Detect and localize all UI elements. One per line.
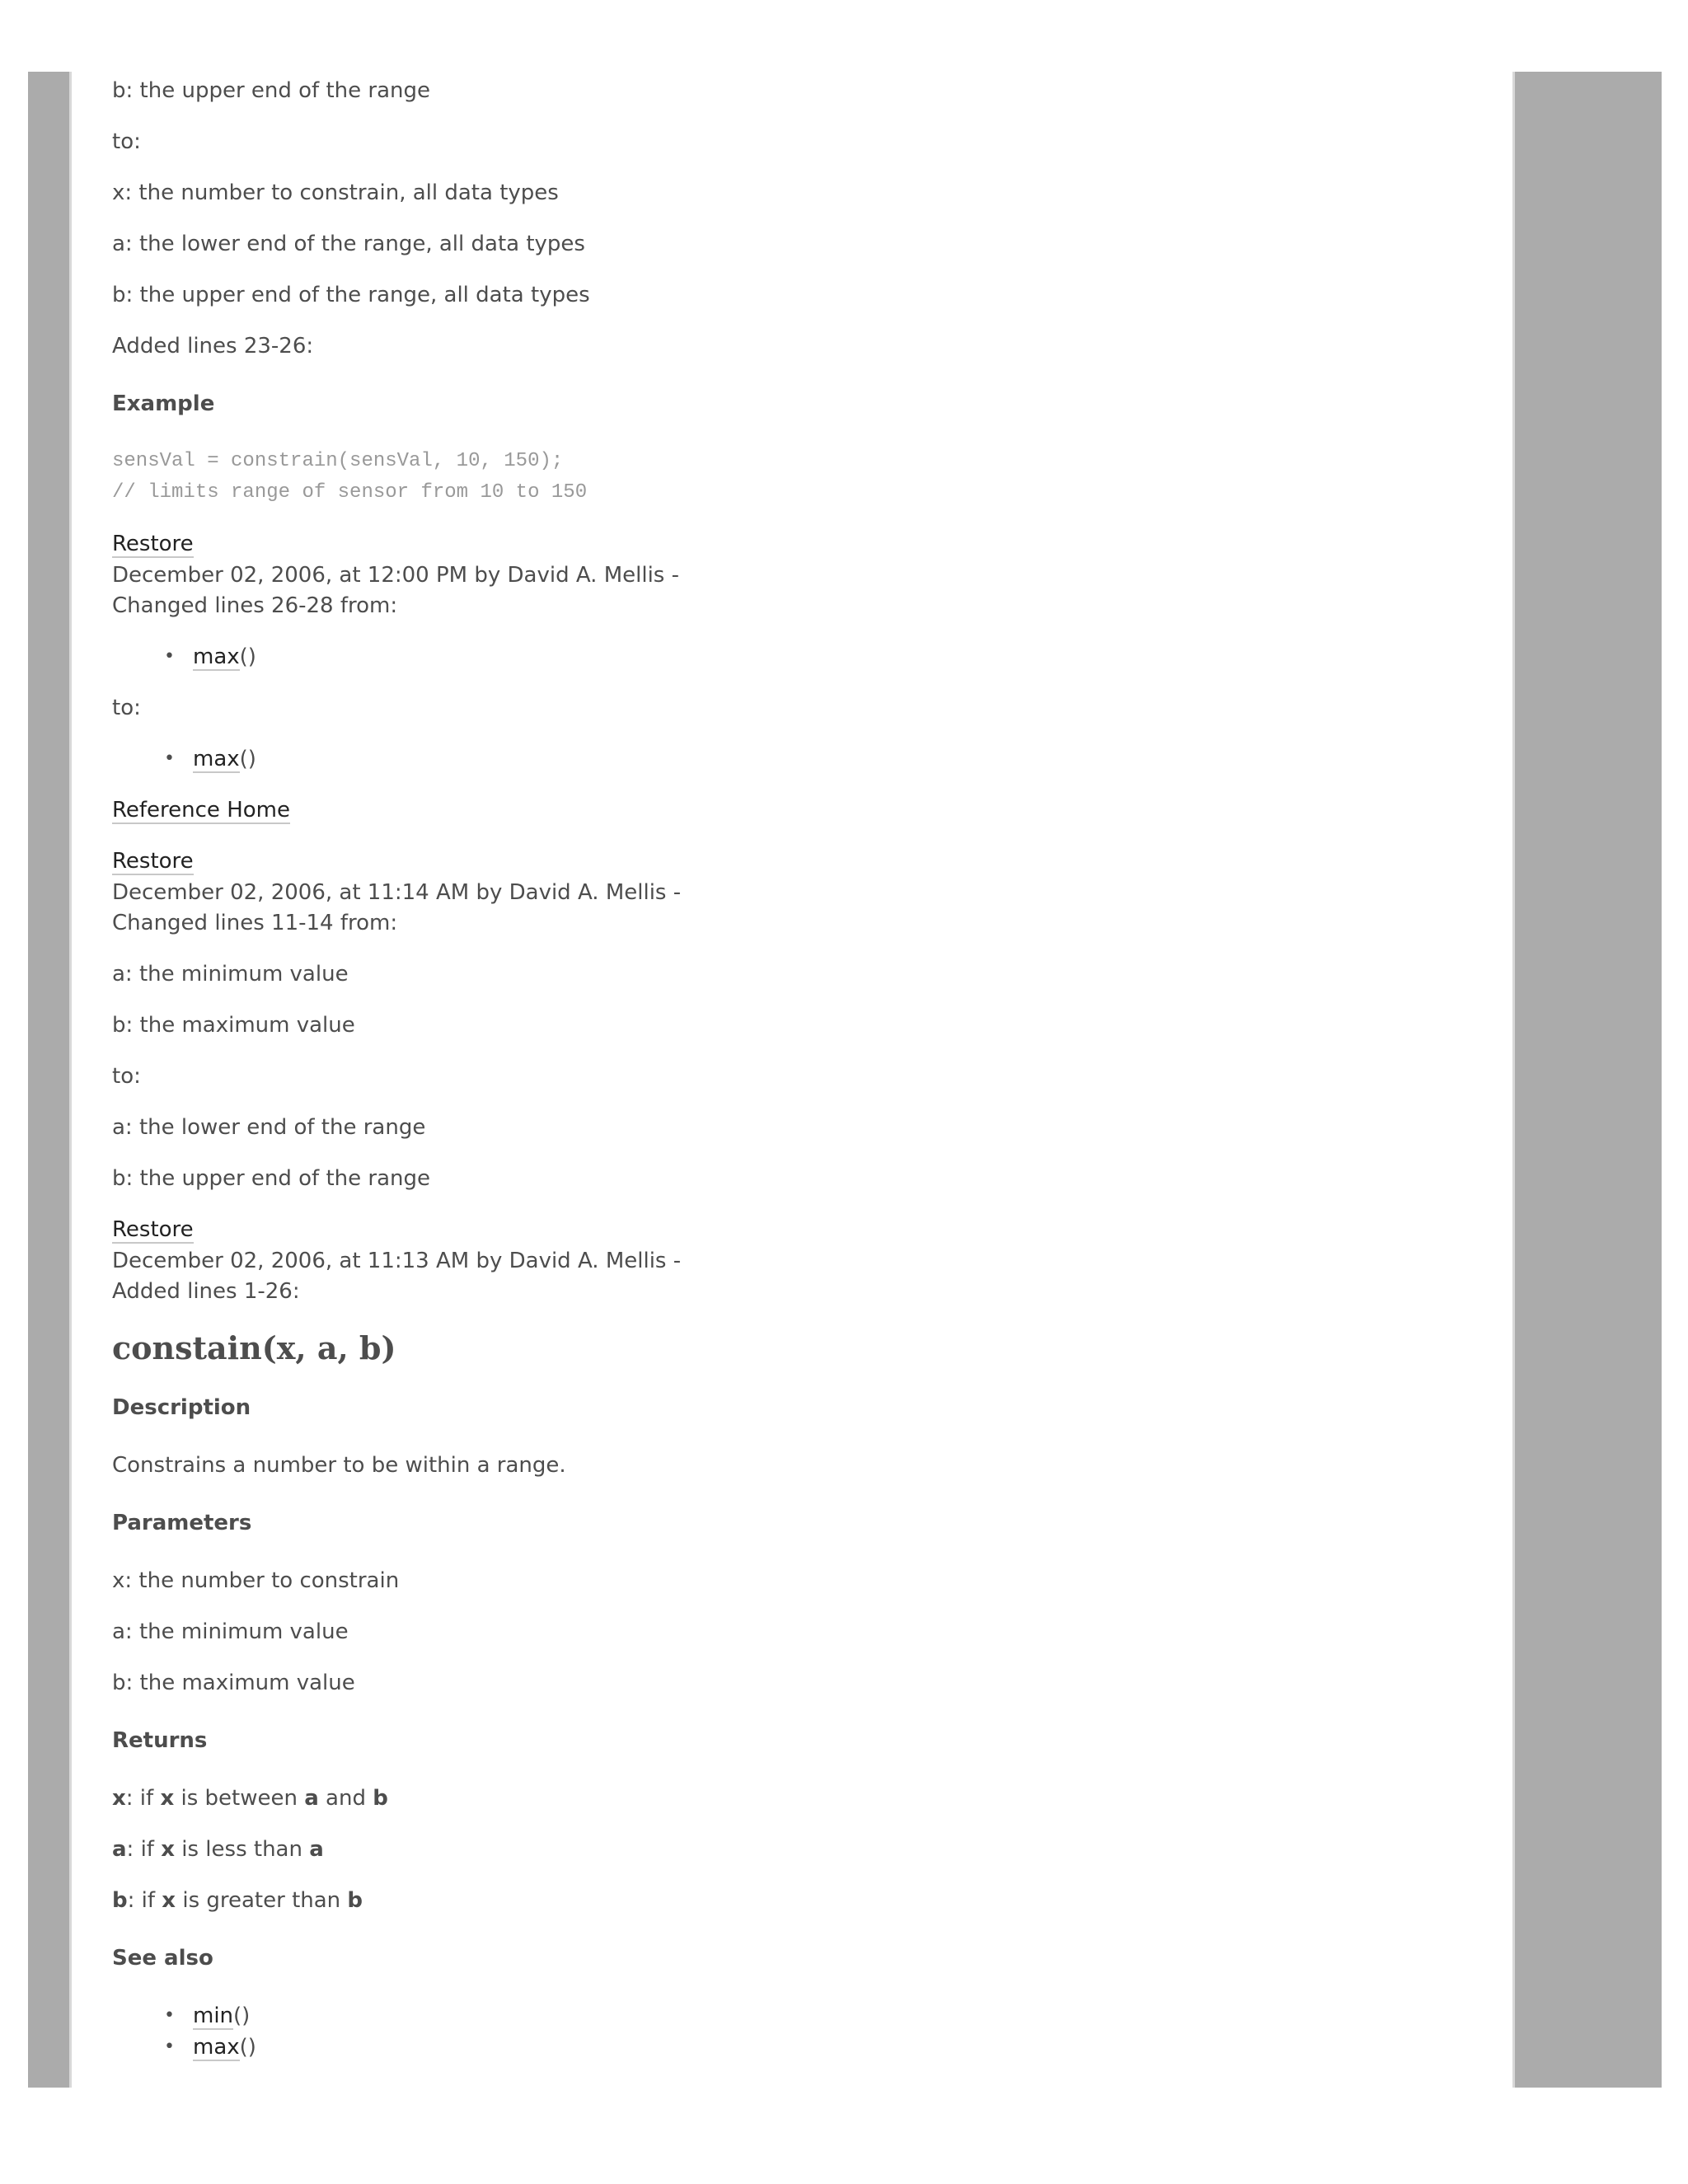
var-x: x bbox=[162, 1888, 176, 1913]
var-x: x bbox=[112, 1786, 126, 1811]
returns-text: is between bbox=[174, 1786, 305, 1811]
var-a: a bbox=[112, 1837, 127, 1862]
max-link[interactable]: max bbox=[193, 747, 240, 771]
see-also-heading: See also bbox=[112, 1946, 213, 1971]
code-line: sensVal = constrain(sensVal, 10, 150); bbox=[112, 450, 564, 472]
bullet: • bbox=[164, 646, 175, 667]
page-title: constain(x, a, b) bbox=[112, 1329, 396, 1366]
var-b: b bbox=[347, 1888, 363, 1913]
revision-change: Changed lines 26-28 from: bbox=[112, 593, 398, 618]
var-a: a bbox=[304, 1786, 319, 1811]
diff-line: a: the lower end of the range bbox=[112, 1115, 426, 1140]
returns-text: is greater than bbox=[176, 1888, 348, 1913]
parameters-heading: Parameters bbox=[112, 1511, 252, 1535]
var-x: x bbox=[160, 1786, 175, 1811]
diff-line: b: the upper end of the range, all data types bbox=[112, 283, 590, 307]
diff-line: Added lines 23-26: bbox=[112, 334, 314, 359]
diff-line: to: bbox=[112, 696, 141, 720]
revision-change: Changed lines 11-14 from: bbox=[112, 911, 398, 935]
returns-text: and bbox=[318, 1786, 373, 1811]
bullet: • bbox=[164, 2036, 175, 2057]
restore-link[interactable]: Restore bbox=[112, 849, 194, 874]
revision-meta: December 02, 2006, at 11:14 AM by David A. Mellis - bbox=[112, 880, 682, 905]
diff-line: b: the upper end of the range bbox=[112, 78, 431, 103]
restore-line bbox=[112, 846, 194, 876]
parens: () bbox=[239, 747, 256, 771]
list-item bbox=[164, 642, 256, 672]
diff-line: x: the number to constrain, all data types bbox=[112, 180, 559, 205]
reference-home-link[interactable]: Reference Home bbox=[112, 798, 290, 823]
right-sidebar-bar bbox=[1512, 72, 1662, 2088]
diff-line: a: the minimum value bbox=[112, 962, 349, 987]
revision-change: Added lines 1-26: bbox=[112, 1279, 300, 1304]
restore-link[interactable]: Restore bbox=[112, 532, 194, 556]
returns-line bbox=[112, 1783, 388, 1813]
returns-text: : if bbox=[126, 1837, 162, 1862]
var-x: x bbox=[161, 1837, 175, 1862]
returns-text: is less than bbox=[175, 1837, 310, 1862]
revision-meta: December 02, 2006, at 11:13 AM by David A. Mellis - bbox=[112, 1249, 682, 1273]
parens: () bbox=[233, 2004, 251, 2028]
description-text: Constrains a number to be within a range. bbox=[112, 1453, 566, 1478]
restore-line bbox=[112, 529, 194, 559]
code-line: // limits range of sensor from 10 to 150 bbox=[112, 481, 588, 504]
restore-line bbox=[112, 1215, 194, 1244]
parameter-line: x: the number to constrain bbox=[112, 1568, 400, 1593]
var-b: b bbox=[112, 1888, 128, 1913]
diff-line: b: the upper end of the range bbox=[112, 1166, 431, 1191]
parameter-line: a: the minimum value bbox=[112, 1619, 349, 1644]
parens: () bbox=[239, 644, 256, 669]
list-item bbox=[164, 744, 256, 774]
min-link[interactable]: min bbox=[193, 2004, 234, 2028]
returns-line bbox=[112, 1886, 363, 1915]
bullet: • bbox=[164, 2005, 175, 2026]
diff-line: to: bbox=[112, 129, 141, 154]
restore-link[interactable]: Restore bbox=[112, 1217, 194, 1242]
var-a: a bbox=[309, 1837, 324, 1862]
var-b: b bbox=[373, 1786, 388, 1811]
returns-heading: Returns bbox=[112, 1728, 208, 1753]
returns-line bbox=[112, 1835, 324, 1864]
list-item bbox=[164, 2001, 251, 2031]
parameter-line: b: the maximum value bbox=[112, 1671, 355, 1695]
diff-line: to: bbox=[112, 1064, 141, 1089]
left-sidebar-bar bbox=[28, 72, 72, 2088]
diff-line: b: the maximum value bbox=[112, 1013, 355, 1038]
revision-meta: December 02, 2006, at 12:00 PM by David A. Mellis - bbox=[112, 563, 679, 588]
max-link[interactable]: max bbox=[193, 2035, 240, 2060]
example-heading: Example bbox=[112, 391, 215, 416]
bullet: • bbox=[164, 748, 175, 769]
list-item bbox=[164, 2032, 256, 2062]
max-link[interactable]: max bbox=[193, 644, 240, 669]
returns-text: : if bbox=[127, 1888, 162, 1913]
parens: () bbox=[239, 2035, 256, 2060]
returns-text: : if bbox=[125, 1786, 161, 1811]
reference-home-line bbox=[112, 795, 290, 825]
description-heading: Description bbox=[112, 1395, 251, 1420]
diff-line: a: the lower end of the range, all data types bbox=[112, 232, 585, 256]
